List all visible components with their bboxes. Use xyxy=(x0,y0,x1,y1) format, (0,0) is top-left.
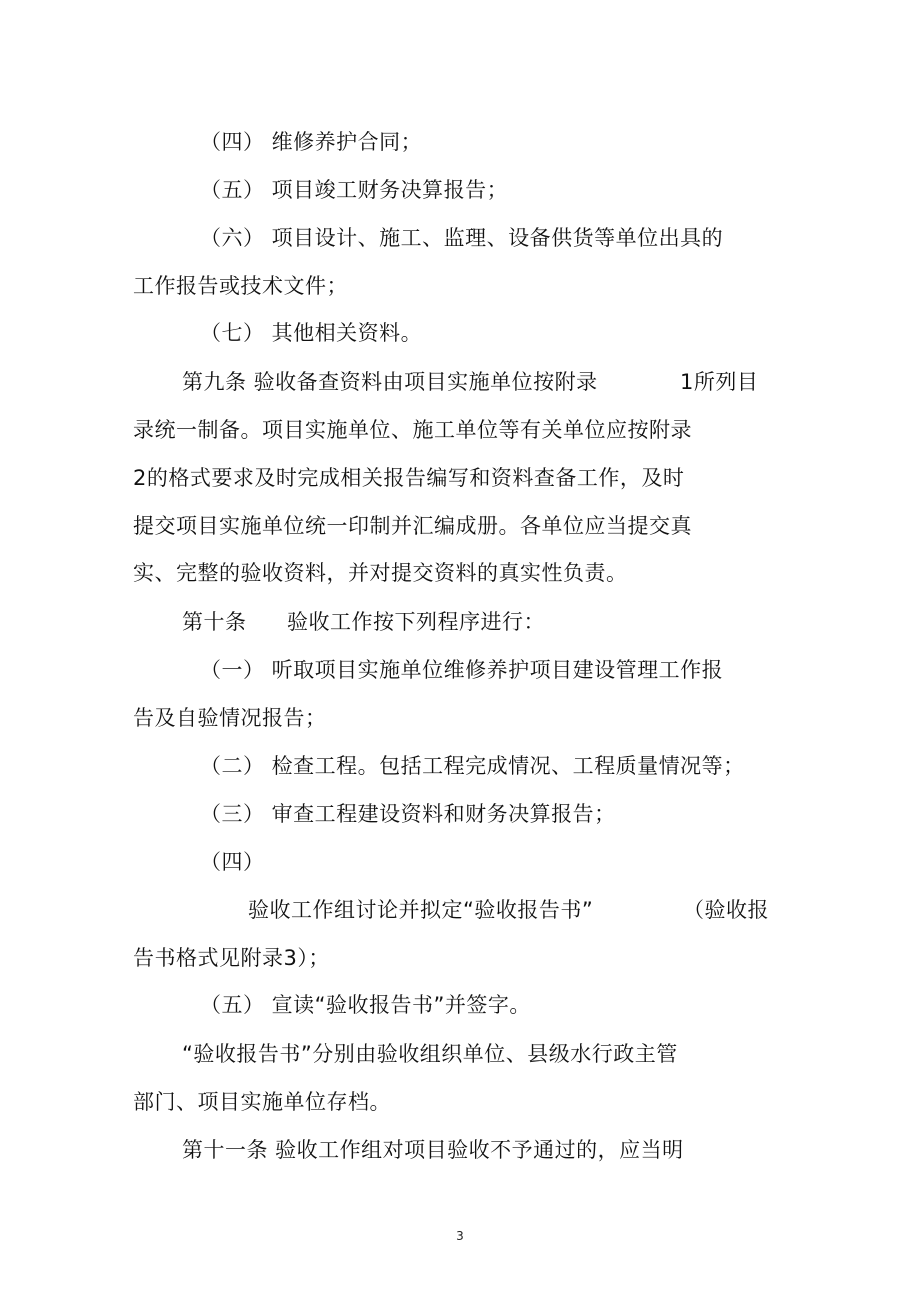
text-line: 录统一制备。项目实施单位、施工单位等有关单位应按附录 xyxy=(133,418,692,442)
text-line: （七） 其他相关资料。 xyxy=(200,321,423,345)
text-line: （三） 审查工程建设资料和财务决算报告； xyxy=(200,802,616,826)
text-line: 提交项目实施单位统一印制并汇编成册。各单位应当提交真 xyxy=(133,514,692,538)
text-line: （五） 项目竣工财务决算报告； xyxy=(200,178,509,202)
text-line: 告书格式见附录3）； xyxy=(133,946,330,970)
text-line: （五） 宣读“验收报告书”并签字。 xyxy=(200,993,531,1017)
text-line: （一） 听取项目实施单位维修养护项目建设管理工作报 xyxy=(200,658,724,682)
text-line: 部门、项目实施单位存档。 xyxy=(133,1090,391,1114)
text-line: 第十一条 验收工作组对项目验收不予通过的，应当明 xyxy=(182,1138,684,1162)
page-number: 3 xyxy=(456,1229,464,1243)
text-line: 验收工作按下列程序进行： xyxy=(287,610,545,634)
text-line: 告及自验情况报告； xyxy=(133,706,327,730)
text-line: 第九条 验收备查资料由项目实施单位按附录 xyxy=(182,370,598,394)
text-line: （四） xyxy=(200,850,265,874)
text-line: “验收报告书”分别由验收组织单位、县级水行政主管 xyxy=(182,1042,678,1066)
text-line: （六） 项目设计、施工、监理、设备供货等单位出具的 xyxy=(200,226,724,250)
text-line: （四） 维修养护合同； xyxy=(200,130,423,154)
text-line: 2的格式要求及时完成相关报告编写和资料查备工作，及时 xyxy=(133,466,685,490)
text-line: 验收工作组讨论并拟定“验收报告书” xyxy=(248,898,594,922)
text-line: 第十条 xyxy=(182,610,247,634)
text-line: 工作报告或技术文件； xyxy=(133,274,348,298)
text-line: （二） 检查工程。包括工程完成情况、工程质量情况等； xyxy=(200,754,745,778)
text-line: 实、完整的验收资料，并对提交资料的真实性负责。 xyxy=(133,561,628,585)
text-line: （验收报 xyxy=(683,898,769,922)
text-line: 1所列目 xyxy=(680,370,759,394)
